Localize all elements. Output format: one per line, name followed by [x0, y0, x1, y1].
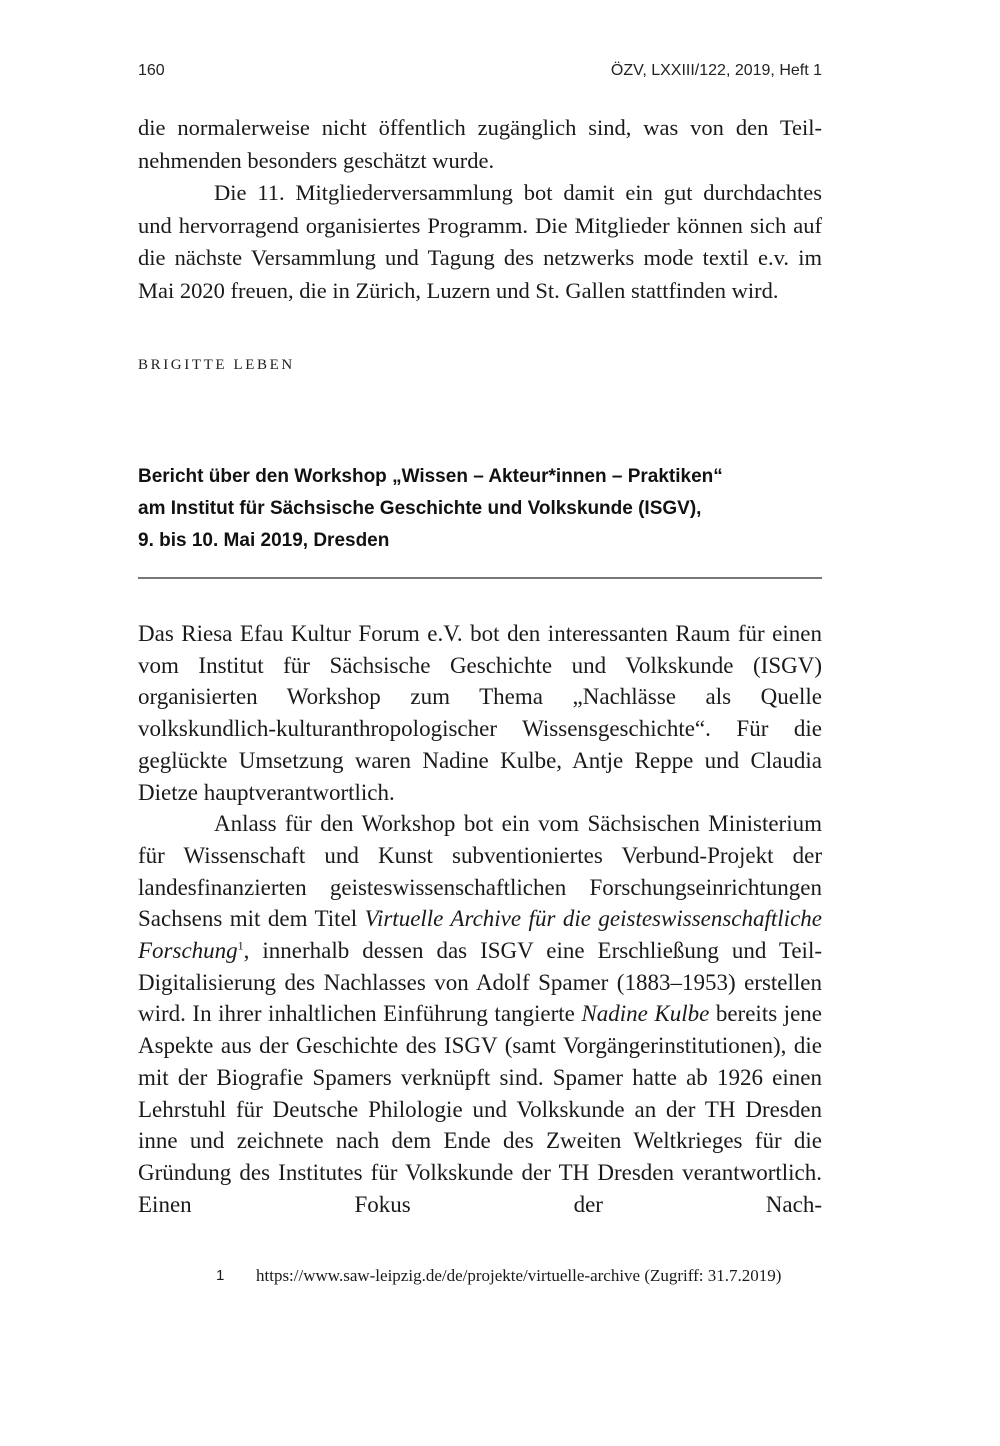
- footnote-text: https://www.saw-leipzig.de/de/projekte/virtuelle-archive (Zugriff: 31.7.2019): [256, 1266, 782, 1285]
- footnote-reference[interactable]: 1: [237, 938, 244, 953]
- previous-paragraph-1: die normalerweise nicht öffentlich zugänglich sind, was von den Teilnehmenden besonders geschätzt wurde.: [138, 115, 822, 173]
- section-heading-line-1: Bericht über den Workshop „Wissen – Akteur*innen – Praktiken“: [138, 466, 723, 487]
- section-heading-line-2: am Institut für Sächsische Geschichte und Volkskunde (ISGV),: [138, 498, 702, 519]
- footnote-number: 1: [216, 1267, 225, 1284]
- section-heading-line-3: 9. bis 10. Mai 2019, Dresden: [138, 530, 390, 551]
- previous-report-ending: [138, 112, 822, 308]
- paragraph-2-text-a: Anlass für den Workshop bot ein vom Sächsischen Ministerium für Wissenschaft und Kunst subventioniertes Verbund-Projekt der landesfinanzierten geisteswissenschaftlichen Forschungseinrichtungen Sachsens mit dem Titel: [138, 811, 822, 932]
- author-signature: BRIGITTE LEBEN: [138, 357, 295, 373]
- section-divider: [138, 577, 822, 579]
- paragraph-2-text-c: bereits jene Aspekte aus der Geschichte des ISGV (samt Vorgängerinstitutionen), die mit der Biografie Spamers verknüpft sind. Spamer hatte ab 1926 einen Lehrstuhl für Deutsche Philologie und Volkskunde an der TH Dresden inne und zeichnete nach dem Ende des Zweiten Weltkrieges für die Gründung des Institutes für Volkskunde der TH Dresden verantwortlich. Einen Fokus der Nach-: [138, 1001, 822, 1217]
- main-paragraph-1: Das Riesa Efau Kultur Forum e.V. bot den interessanten Raum für einen vom Institut für Sächsische Geschichte und Volkskunde (ISGV) organisierten Workshop zum Thema „Nachlässe als Quelle volkskundlich-kulturanthropologischer Wissensgeschichte“. Für die geglückte Umsetzung waren Nadine Kulbe, Antje Reppe und Claudia Dietze hauptverantwortlich.: [138, 621, 822, 805]
- footnote: [216, 1263, 822, 1289]
- section-heading: [138, 461, 822, 557]
- page-number: 160: [138, 62, 165, 79]
- project-title-italic: Virtuelle Archive für die geisteswissenschaftliche Forschung: [138, 906, 822, 964]
- main-paragraph-2: [138, 808, 822, 1220]
- journal-reference: ÖZV, LXXIII/122, 2019, Heft 1: [610, 62, 822, 79]
- paragraph-2-text-b: , innerhalb dessen das ISGV eine Erschließung und Teil-Digitalisierung des Nachlasses von Adolf Spamer (1883–1953) erstellen wird. In ihrer inhaltlichen Einführung tangierte: [138, 938, 822, 1027]
- previous-paragraph-2: Die 11. Mitgliederversammlung bot damit ein gut durchdachtes und hervorragend organisiertes Programm. Die Mitglieder können sich auf die nächste Versammlung und Tagung des netzwerks mode textil e.v. im Mai 2020 freuen, die in Zürich, Luzern und St. Gallen stattfinden wird.: [138, 180, 822, 303]
- speaker-name-italic: Nadine Kulbe: [581, 1001, 710, 1027]
- main-article-body: [138, 618, 822, 1220]
- page-header: [138, 62, 822, 80]
